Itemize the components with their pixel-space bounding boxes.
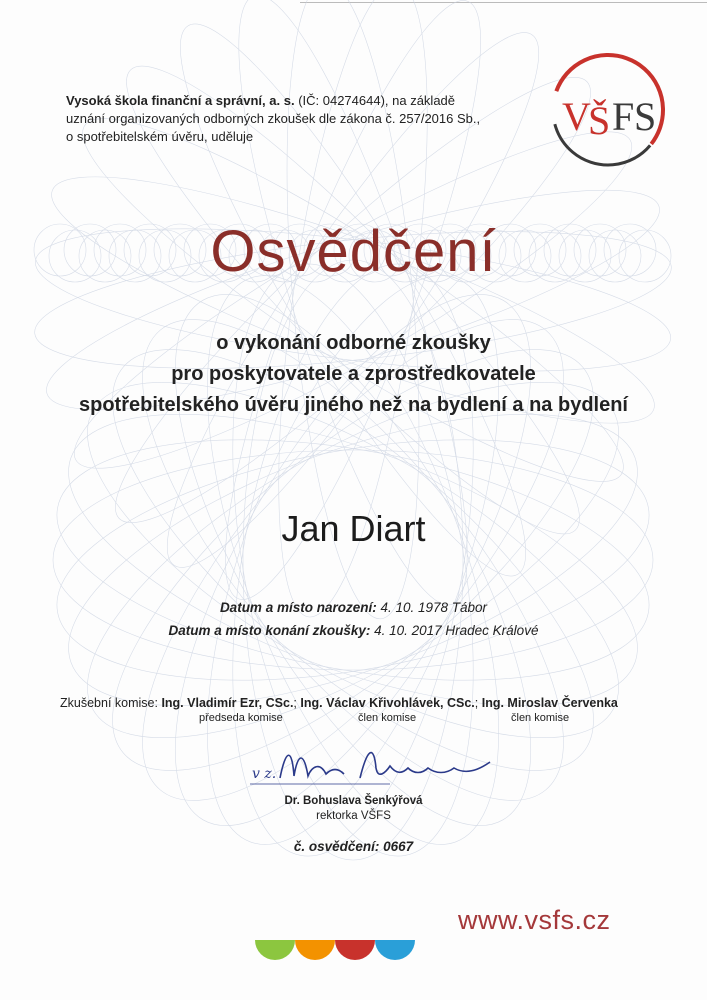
exam-label: Datum a místo konání zkoušky: bbox=[168, 623, 371, 638]
separator: ; bbox=[474, 696, 482, 710]
subtitle-line: spotřebitelského úvěru jiného než na bydlení a na bydlení bbox=[78, 394, 628, 416]
certificate-subtitle bbox=[0, 328, 707, 421]
committee-label: Zkušební komise: bbox=[60, 696, 162, 710]
signer-role: rektorka VŠFS bbox=[316, 810, 391, 822]
legal-basis-cont: o spotřebitelském úvěru, uděluje bbox=[66, 129, 254, 144]
subtitle-line: o vykonání odborné zkoušky bbox=[216, 332, 491, 354]
committee-role-2: člen komise bbox=[358, 712, 417, 724]
orange-dot bbox=[295, 940, 335, 960]
committee-member-3: Ing. Miroslav Červenka bbox=[481, 696, 618, 710]
signature-prefix: v z. bbox=[252, 766, 277, 782]
separator: ; bbox=[293, 696, 301, 710]
logo-letter-s2: S bbox=[634, 94, 657, 139]
brand-color-dots bbox=[255, 940, 415, 970]
certificate-number-value: 0667 bbox=[379, 839, 414, 854]
logo-letter-v: V bbox=[562, 94, 591, 139]
committee-role-1: předseda komise bbox=[199, 712, 283, 724]
exam-committee bbox=[60, 696, 660, 710]
handwritten-signature bbox=[250, 738, 510, 788]
issuer-id: (IČ: 04274644), na základě bbox=[294, 93, 456, 108]
subtitle-line: pro poskytovatele a zprostředkovatele bbox=[171, 363, 536, 385]
legal-basis: uznání organizovaných odborných zkoušek dle zákona č. 257/2016 Sb., bbox=[66, 111, 481, 126]
logo-letter-s: Š bbox=[588, 98, 611, 143]
signatory bbox=[0, 794, 707, 824]
certificate-number bbox=[0, 839, 707, 854]
issuer-name: Vysoká škola finanční a správní, a. s. bbox=[66, 93, 295, 108]
vsfs-logo bbox=[548, 50, 668, 170]
birth-value: 4. 10. 1978 Tábor bbox=[376, 600, 488, 615]
exam-value: 4. 10. 2017 Hradec Králové bbox=[370, 623, 539, 638]
red-dot bbox=[335, 940, 375, 960]
website-url: www.vsfs.cz bbox=[458, 905, 611, 935]
birth-label: Datum a místo narození: bbox=[219, 600, 377, 615]
certificate-number-label: č. osvědčení: bbox=[293, 839, 380, 854]
committee-member-1: Ing. Vladimír Ezr, CSc. bbox=[161, 696, 294, 710]
blue-dot bbox=[375, 940, 415, 960]
recipient-name: Jan Diart bbox=[281, 508, 426, 549]
exam-details bbox=[0, 596, 707, 642]
green-dot bbox=[255, 940, 295, 960]
signer-name: Dr. Bohuslava Šenkýřová bbox=[284, 795, 423, 807]
committee-role-3: člen komise bbox=[511, 712, 570, 724]
issuer-statement bbox=[66, 92, 536, 146]
committee-member-2: Ing. Václav Křivohlávek, CSc. bbox=[300, 696, 475, 710]
certificate-title: Osvědčení bbox=[210, 219, 497, 284]
logo-letter-f: F bbox=[612, 94, 635, 139]
